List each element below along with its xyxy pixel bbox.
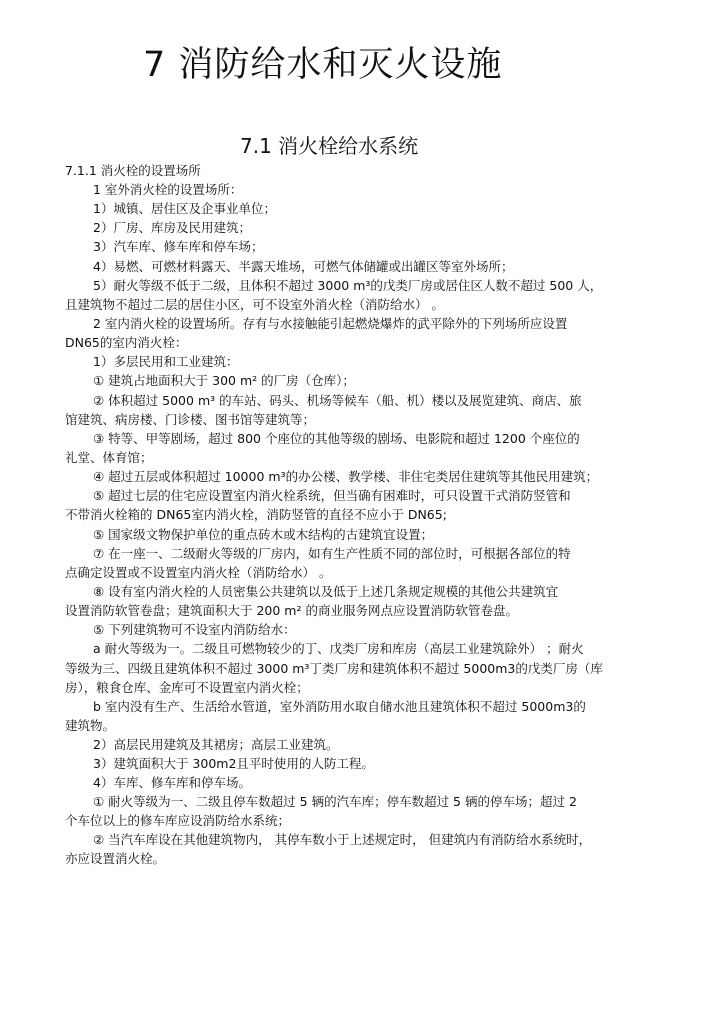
text-line: ④ 超过五层或体积超过 10000 m³的办公楼、教学楼、非住宅类居住建筑等其他民用建筑；: [93, 469, 599, 484]
text-line: 1）城镇、居住区及企事业单位；: [93, 201, 276, 216]
text-line: 2）厂房、库房及民用建筑；: [93, 220, 251, 235]
text-line: ⑤ 超过七层的住宅应设置室内消火栓系统，但当确有困难时，可只设置干式消防竖管和: [93, 488, 571, 503]
text-line: 2 室内消火栓的设置场所。存有与水接触能引起燃烧爆炸的武平除外的下列场所应设置: [93, 316, 568, 331]
text-line: ② 体积超过 5000 m³ 的车站、码头、机场等候车（船、机）楼以及展览建筑、商店、旅: [93, 393, 582, 408]
text-line: 个车位以上的修车库应设消防给水系统；: [65, 813, 291, 828]
text-line: 等级为三、四级且建筑体积不超过 3000 m³丁类厂房和建筑体积不超过 5000m3的戊类厂房（库: [65, 661, 603, 676]
text-line: b 室内没有生产、生活给水管道，室外消防用水取自储水池且建筑体积不超过 5000m3的: [93, 699, 586, 714]
text-line: ⑧ 设有室内消火栓的人员密集公共建筑以及低于上述几条规定规模的其他公共建筑宜: [93, 584, 559, 599]
chapter-title: 7 消防给水和灭火设施: [143, 45, 503, 85]
text-line: 礼堂、体育馆；: [65, 450, 153, 465]
text-line: 房），粮食仓库、金库可不设置室内消火栓；: [65, 680, 309, 695]
text-line: a 耐火等级为一。二级且可燃物较少的丁、戊类厂房和库房（高层工业建筑除外） ；耐火: [93, 641, 584, 656]
text-line: 亦应设置消火栓。: [65, 851, 166, 866]
clause-heading: 7.1.1 消火栓的设置场所: [65, 163, 201, 178]
text-line: ⑦ 在一座一、二级耐火等级的厂房内，如有生产性质不同的部位时，可根据各部位的特: [93, 546, 571, 561]
text-line: 馆建筑、病房楼、门诊楼、图书馆等建筑等；: [65, 412, 316, 427]
text-line: DN65的室内消火栓：: [65, 335, 188, 350]
text-line: ③ 特等、甲等剧场，超过 800 个座位的其他等级的剧场、电影院和超过 1200 个座位的: [93, 431, 580, 446]
text-line: 不带消火栓箱的 DN65室内消火栓，消防竖管的直径不应小于 DN65;: [65, 507, 447, 522]
text-line: ② 当汽车库设在其他建筑物内， 其停车数小于上述规定时， 但建筑内有消防给水系统时，: [93, 832, 592, 847]
text-line: 4）易燃、可燃材料露天、半露天堆场，可燃气体储罐或出罐区等室外场所；: [93, 259, 514, 274]
text-line: 3）建筑面积大于 300m2且平时使用的人防工程。: [93, 756, 374, 771]
section-title: 7.1 消火栓给水系统: [240, 134, 419, 158]
text-line: 且建筑物不超过二层的居住小区，可不设室外消火栓（消防给水） 。: [65, 297, 444, 312]
text-line: 5）耐火等级不低于二级，且体积不超过 3000 m³的戊类厂房或居住区人数不超过 500 人，: [93, 278, 603, 293]
text-line: ⑤ 国家级文物保护单位的重点砖木或木结构的古建筑宜设置；: [93, 527, 434, 542]
text-line: 建筑物。: [65, 718, 116, 733]
text-line: ① 建筑占地面积大于 300 m² 的厂房（仓库）；: [93, 373, 355, 388]
text-line: ① 耐火等级为一、二级且停车数超过 5 辆的汽车库；停车数超过 5 辆的停车场；超过 2: [93, 794, 577, 809]
text-line: 1）多层民用和工业建筑：: [93, 354, 239, 369]
text-line: 1 室外消火栓的设置场所：: [93, 182, 243, 197]
text-line: 2）高层民用建筑及其裙房；高层工业建筑。: [93, 737, 339, 752]
text-line: 4）车库、修车库和停车场。: [93, 775, 251, 790]
text-line: 3）汽车库、修车库和停车场；: [93, 239, 264, 254]
text-line: 点确定设置或不设置室内消火栓（消防给水） 。: [65, 565, 332, 580]
text-line: 设置消防软管卷盘；建筑面积大于 200 m² 的商业服务网点应设置消防软管卷盘。: [65, 603, 518, 618]
text-line: ⑤ 下列建筑物可不设室内消防给水：: [93, 622, 296, 637]
